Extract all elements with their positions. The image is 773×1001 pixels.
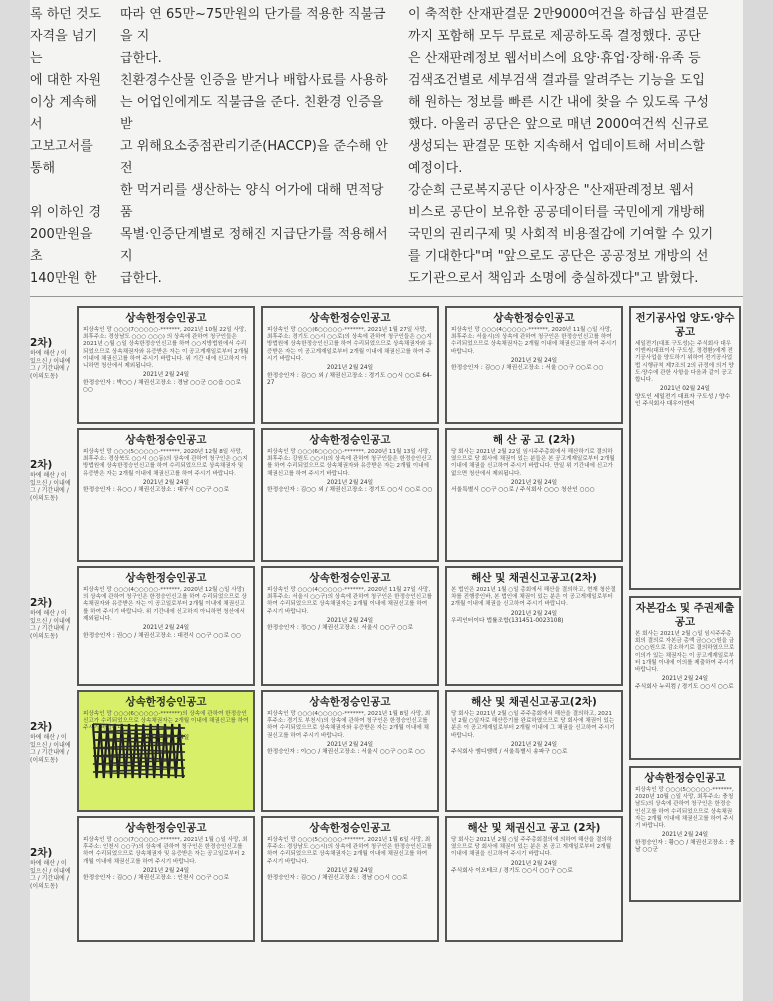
legal-notice [629,306,741,590]
article-line: 이 축적한 산재판결문 2만9000여건을 하급심 판결문 [408,7,709,22]
notice-title: 2차) [30,847,53,859]
notice-signatory: 한정승인자 : 정○○ / 채권신고장소 : 서울시 ○○구 ○○로 [267,625,414,632]
notice-signatory: 한정승인자 : 김○○ 외 / 채권신고장소 : 경기도 ○○시 ○○로 64-27 [267,372,432,387]
notice-date: 2021년 2월 24일 [142,625,190,632]
article-line: 고보고서를 통해 [30,139,93,176]
article-line: 급한다. [120,51,162,66]
adjacent-page-right [743,0,773,1001]
legal-notice [445,816,623,942]
notice-signatory: 한정승인자 : 권○○ / 채권신고장소 : 대전시 ○○구 ○○로 ○○ [83,632,242,639]
legal-notice [77,428,255,562]
notice-body: 피상속인 망 ○○○(5○○○○○-*******, 2020년 10월 ○일 사망, 최후주소: 충청남도)의 상속에 관하여 청구인은 한정승인신고를 하여 수리되었으므로 상속채권자는 2개월 이내에 채권신고를 하여 주시기 바랍니다. [635,787,734,830]
notice-signatory: 한정승인자 : 김○○ 외 / 채권신고장소 : 경기도 ○○시 ○○로 ○○ [267,487,433,494]
notice-date: 2021년 2월 24일 [142,372,190,379]
notice-date: 2021년 2월 24일 [142,867,190,874]
notice-body: 하에 해산 / 이 있으신 / 이내에 그 / 기간내에 / (이의도동) [30,734,71,764]
article-line: 는 어업인에게도 직불금을 준다. 친환경 인증을 받 [120,95,384,132]
article-line: 했다. 아울러 공단은 앞으로 매년 2000여건씩 신규로 [408,117,709,132]
legal-notice [77,690,255,812]
notice-title: 상속한정승인공고 [309,572,391,584]
legal-notice [261,690,439,812]
article-line: 따라 연 65만~75만원의 단가를 적용한 직불금을 지 [120,7,386,44]
notice-date: 2021년 2월 24일 [510,860,558,867]
article-line: 목별·인증단계별로 정해진 지급단가를 적용해서 지 [120,227,388,264]
notice-body: 당 회사는 2021년 2월 22일 임시주주총회에서 해산하기로 결의하였으므로 당 회사에 채권이 있는 분들은 본 공고게재일로부터 2개월 이내에 채권을 신고하여 주시기 바랍니다. 만일 위 기간내에 신고가 없으면 청산에서 제외됩니다. [451,449,615,477]
notice-title: 상속한정승인공고 [125,434,207,446]
article-line: 국민의 권리구제 및 사회적 비용절감에 기여할 수 있기 [408,227,714,242]
notice-signatory: 한정승인자 : 박○○ / 채권신고장소 : 경남 ○○군 ○○읍 ○○로 ○○ [83,379,242,394]
newspaper-page [30,0,743,1001]
legal-notice [445,566,623,686]
article-line: 강순희 근로복지공단 이사장은 "산재판례정보 웹서 [408,183,695,198]
legal-notice [261,428,439,562]
article-left-fragment [30,4,108,286]
article-fish-subsidy [120,4,390,286]
legal-notice [77,306,255,424]
notice-body: 피상속인 망 ○○○(4○○○○○-*******, 2020년 11월 ○일 사망, 최후주소: 서울시)의 상속에 관하여 청구인은 한정승인신고를 하여 수리되었으므로 상속채권자는 2개월 이내에 채권신고를 하여 주시기 바랍니다. [451,327,617,355]
notice-date: 2021년 2월 24일 [326,741,374,748]
notice-title: 상속한정승인공고 [309,696,391,708]
notice-title: 해 산 공 고 (2차) [492,434,576,446]
article-line: 급한다. [120,271,162,286]
notice-signatory: 우리인터이다 법률조합(131451-0023108) [451,618,564,625]
article-line: 자격을 넘기는 [30,29,97,66]
legal-notice [445,306,623,424]
cut-off-notice [30,846,74,940]
legal-notice [445,428,623,562]
article-line: 비스로 공단이 보유한 공공데이터를 국민에게 개방해 [408,205,705,220]
notice-signatory: 한정승인자 : 김○○ / 채권신고장소 : 경남 ○○시 ○○로 [267,875,408,882]
notice-date: 2021년 2월 24일 [326,479,374,486]
notice-body: 하에 해산 / 이 있으신 / 이내에 그 / 기간내에 / (이의도동) [30,472,71,502]
section-divider [30,296,743,297]
notice-title: 상속한정승인공고 [493,312,575,324]
article-line: 까지 포함해 모두 무료로 제공하도록 결정했다. 공단 [408,29,701,44]
notice-body: 세일전기(대표 구도성)는 주식회사 대우이엔씨(대표이사 구도성, 정경환)에게 전기공사업을 양도하기 위하여 전기공사업법 시행규칙 제7조의 2의 규정에 의거 양도·양수에 관한 사항을 다음과 같이 공고합니다. [635,341,734,384]
notice-title: 2차) [30,597,53,609]
cut-off-notice [30,720,74,810]
article-line: 이상 계속해서 [30,95,97,132]
notice-signatory: 양도인 세일전기 대표자 구도성 / 양수인 주식회사 대우이엔씨 [635,393,731,408]
notice-date: 2021년 2월 24일 [510,357,558,364]
notice-title: 2차) [30,721,53,733]
legal-notice [261,306,439,424]
article-line: 생성되는 판결문 또한 지속해서 업데이트해 서비스할 [408,139,705,154]
article-line: 를 기대한다"며 "앞으로도 공단은 공공정보 개방의 선 [408,249,709,264]
notice-signatory: 한정승인자 : 김○○ / 채권신고장소 : 인천시 ○○구 ○○로 [83,875,230,882]
notice-title: 상속한정승인공고 [125,312,207,324]
notice-title: 전기공사업 양도·양수 공고 [635,312,735,338]
notice-body: 당 회사는 2021년 2월 ○일 주주총회결의에 의하여 해산을 결의하였으므로 당 회사에 채권이 있는 분은 본 공고 게재일로부터 2개월 이내에 채권을 신고하여 주시기 바랍니다. [451,837,613,858]
notice-date: 2021년 2월 24일 [326,617,374,624]
notice-date: 2021년 2월 24일 [510,479,558,486]
notice-signatory: 한정승인자 : 이○○ / 채권신고장소 : 서울시 ○○구 ○○로 ○○ [267,749,426,756]
cut-off-notice [30,596,74,684]
article-line: 도기관으로서 책임과 소명에 충실하겠다"고 밝혔다. [408,271,699,286]
legal-notice [629,596,741,760]
notice-date: 2021년 2월 24일 [661,832,709,839]
notice-body: 하에 해산 / 이 있으신 / 이내에 그 / 기간내에 / (이의도동) [30,610,71,640]
notice-signatory: 서울특별시 ○○구 ○○로 / 주식회사 ○○○ 청산인 ○○○ [451,487,595,494]
adjacent-page-left [0,0,30,1001]
article-line: 200만원을 초 [30,227,93,264]
cut-off-notice [30,458,74,560]
notice-body: 피상속인 망 ○○○(7○○○○○-*******, 2021년 1월 ○일 사망, 최후주소: 인천시 ○○구)의 상속에 관하여 청구인은 한정승인신고를 하여 수리되었으므로 상속채권자 및 유증받은 자는 공고일로부터 2개월 이내에 채권신고를 하여 주시기 바랍니다. [83,837,248,865]
article-line: 검색조건별로 세부검색 결과를 알려주는 기능을 도입 [408,73,705,88]
notice-signatory: 주식회사 누리컴 / 경기도 ○○시 ○○로 [635,683,734,690]
notice-signatory: 주식회사 이오테크 / 경기도 ○○시 ○○구 ○○로 [451,868,573,875]
notice-body: 피상속인 망 ○○○(6○○○○○-*******, 2021년 1월 27일 사망, 최후주소: 경기도 ○○시 ○○로)의 상속에 관하여 청구인들은 ○○지방법원에 상속한정승인신고를 하여 수리되었으므로 상속채권자와 유증받은 자는 이 공고게재일로부터 2개월 이내에 채권신고를 하여 주시기 바랍니다. [267,327,433,362]
article-industrial-accident-rulings [408,4,740,286]
notice-body: 본 법인은 2021년 1월 ○일 총회에서 해산을 결의하고, 현재 청산절차를 진행중인바, 본 법인에 채권이 있는 분은 이 공고게재일로부터 2개월 이내에 채권을 신고하여 주시기 바랍니다. [451,587,616,608]
notice-date: 2021년 2월 24일 [510,741,558,748]
notice-date: 2021년 2월 24일 [326,867,374,874]
notice-date: 2021년 02월 24일 [660,386,710,393]
notice-signatory: 한정승인자 : 김○○ / 채권신고장소 : 서울 ○○구 ○○로 ○○ [451,365,604,372]
notice-title: 해산 및 채권신고 공고 (2차) [467,822,601,834]
notice-title: 상속한정승인공고 [309,434,391,446]
notice-title: 상속한정승인공고 [309,312,391,324]
notice-signatory: 한정승인자 : 유○○ / 채권신고장소 : 대구시 ○○구 ○○로 [83,487,230,494]
notice-title: 해산 및 채권신고공고(2차) [471,572,597,584]
notice-body: 피상속인 망 ○○○(4○○○○○-*******, 2020년 11월 27일 사망, 최후주소: 서울시 ○○구)의 상속에 관하여 청구인은 한정승인신고를 하여 수리되었으므로 상속채권자는 2개월 이내에 채권신고를 하여 주시기 바랍니다. [267,587,432,615]
legal-notice [445,690,623,812]
legal-notice [77,816,255,942]
notice-body: 당 회사는 2021년 2월 ○일 주주총회에서 해산을 결의하고, 2021년 2월 ○일자로 해산등기를 완료하였으므로 당 회사에 채권이 있는 분은 이 공고게재일로부터 2개월 이내에 그 채권을 신고하여 주시기 바랍니다. [451,711,615,739]
notice-body: 피상속인 망 ○○○(7○○○○○-*******, 2021년 10월 22일 사망, 최후주소: 경상남도 ○○○ ○○○) 의 상속에 관하여 청구인들은 2021년 ○월 ○일 상속한정승인신고를 하여 ○○지방법원에서 수리되었으므로 상속채권자와 유증받은 자는 이 공고게재일로부터 2개월 이내에 채권신고를 하여 주시기 바랍니다. 위 기간 내에 신고하지 아니하면 청산에서 제외됩니다. [83,327,249,370]
article-line: 140만원 한 [30,271,97,286]
notice-body: 피상속인 망 ○○○(5○○○○○-*******, 2021년 1월 6일 사망, 최후주소: 경상남도 ○○시)의 상속에 관하여 청구인은 한정승인신고를 하여 수리되었으므로 상속채권자는 2개월 이내에 채권신고를 하여 주시기 바랍니다. [267,837,432,865]
notice-date: 2021년 2월 24일 [510,610,558,617]
notice-title: 2차) [30,459,53,471]
notice-date: 2021년 2월 24일 [142,734,190,741]
legal-notice [77,566,255,686]
notice-body: 피상속인 망 ○○○(4○○○○○-*******, 2021년 1월 8일 사망, 최후주소: 경기도 부천시)의 상속에 관하여 청구인은 한정승인신고를 하여 수리되었으므로 상속채권자와 유증받은 자는 2개월 이내에 채권신고를 하여 주시기 바랍니다. [267,711,431,739]
notice-title: 상속한정승인공고 [309,822,391,834]
notice-date: 2021년 2월 24일 [142,479,190,486]
notice-date: 2021년 2월 24일 [326,365,374,372]
cut-off-notice [30,336,74,422]
redaction-scribble [89,720,189,782]
notice-title: 상속한정승인공고 [125,822,207,834]
article-line: 예정이다. [408,161,463,176]
legal-notice [261,816,439,942]
article-line: 친환경수산물 인증을 받거나 배합사료를 사용하 [120,73,388,88]
notice-title: 자본감소 및 주권제출공고 [635,602,735,628]
article-line: 한 먹거리를 생산하는 양식 어가에 대해 면적당 품 [120,183,384,220]
notice-date: 2021년 2월 24일 [661,676,709,683]
notice-title: 상속한정승인공고 [644,772,726,784]
notice-body: 하에 해산 / 이 있으신 / 이내에 그 / 기간내에 / (이의도동) [30,860,71,890]
article-line: 에 대한 자원 [30,73,102,88]
legal-notice [629,766,741,902]
article-line: 위 이하인 경 [30,205,102,220]
notice-body: 피상속인 망 ○○○(4○○○○○-*******, 2020년 12월 ○일 사망)의 상속에 관하여 청구인은 한정승인신고를 하여 수리되었으므로 상속채권자와 유증받은 자는 이 공고일로부터 2개월 이내에 채권신고를 하여 주시기 바랍니다. 위 기간내에 신고하지 아니하면 청산에서 제외됩니다. [83,587,247,622]
article-line: 은 산재판례정보 웹서비스에 요양·휴업·장해·유족 등 [408,51,701,66]
notice-title: 상속한정승인공고 [125,696,207,708]
notice-body: 피상속인 망 ○○○(5○○○○○-*******, 2020년 12월 8일 사망, 최후주소: 경상북도 ○○시 ○○동)의 상속에 관하여 청구인은 ○○지방법원에 상속한정승인신고를 하여 수리되었으므로 상속채권자 및 유증받은 자는 2개월 이내에 채권신고를 하여 주시기 바랍니다. [83,449,248,477]
notice-title: 해산 및 채권신고공고(2차) [471,696,597,708]
article-line: 해 원하는 정보를 빠른 시간 내에 찾을 수 있도록 구성 [408,95,709,110]
notice-title: 2차) [30,337,53,349]
notice-signatory: 한정승인자 : 황○○ / 채권신고장소 : 충남 ○○군 [635,839,735,854]
notice-title: 상속한정승인공고 [125,572,207,584]
notice-body: 본 회사는 2021년 2월 ○일 임시주주총회의 결의로 자본금 총액 금○○○원을 금○○○원으로 감소하기로 결의하였으므로 이의가 있는 채권자는 이 공고게재일로부터 1개월 이내에 이의를 제출하여 주시기 바랍니다. [635,631,735,674]
legal-notice [261,566,439,686]
article-line: 고 위해요소중점관리기준(HACCP)을 준수해 안전 [120,139,388,176]
article-line [30,180,108,202]
notice-body: 하에 해산 / 이 있으신 / 이내에 그 / 기간내에 / (이의도동) [30,350,71,380]
notice-body: 피상속인 망 ○○○(6○○○○○-*******)의 상속에 관하여 한정승인신고가 수리되었으므로 상속채권자는 2개월 이내에 채권신고를 하여 주시기 바랍니다. [83,711,249,732]
notice-signatory: 주식회사 엠디엠텍 / 서울특별시 송파구 ○○로 [451,749,568,756]
article-line: 록 하던 것도 [30,7,102,22]
notice-body: 피상속인 망 ○○○(6○○○○○-*******, 2020년 11월 13일 사망, 최후주소: 강원도 ○○시)의 상속에 관하여 청구인들은 한정승인신고를 하여 수리되었으므로 상속채권자와 유증받은 자는 2개월 이내에 채권신고를 하여 주시기 바랍니다. [267,449,432,477]
